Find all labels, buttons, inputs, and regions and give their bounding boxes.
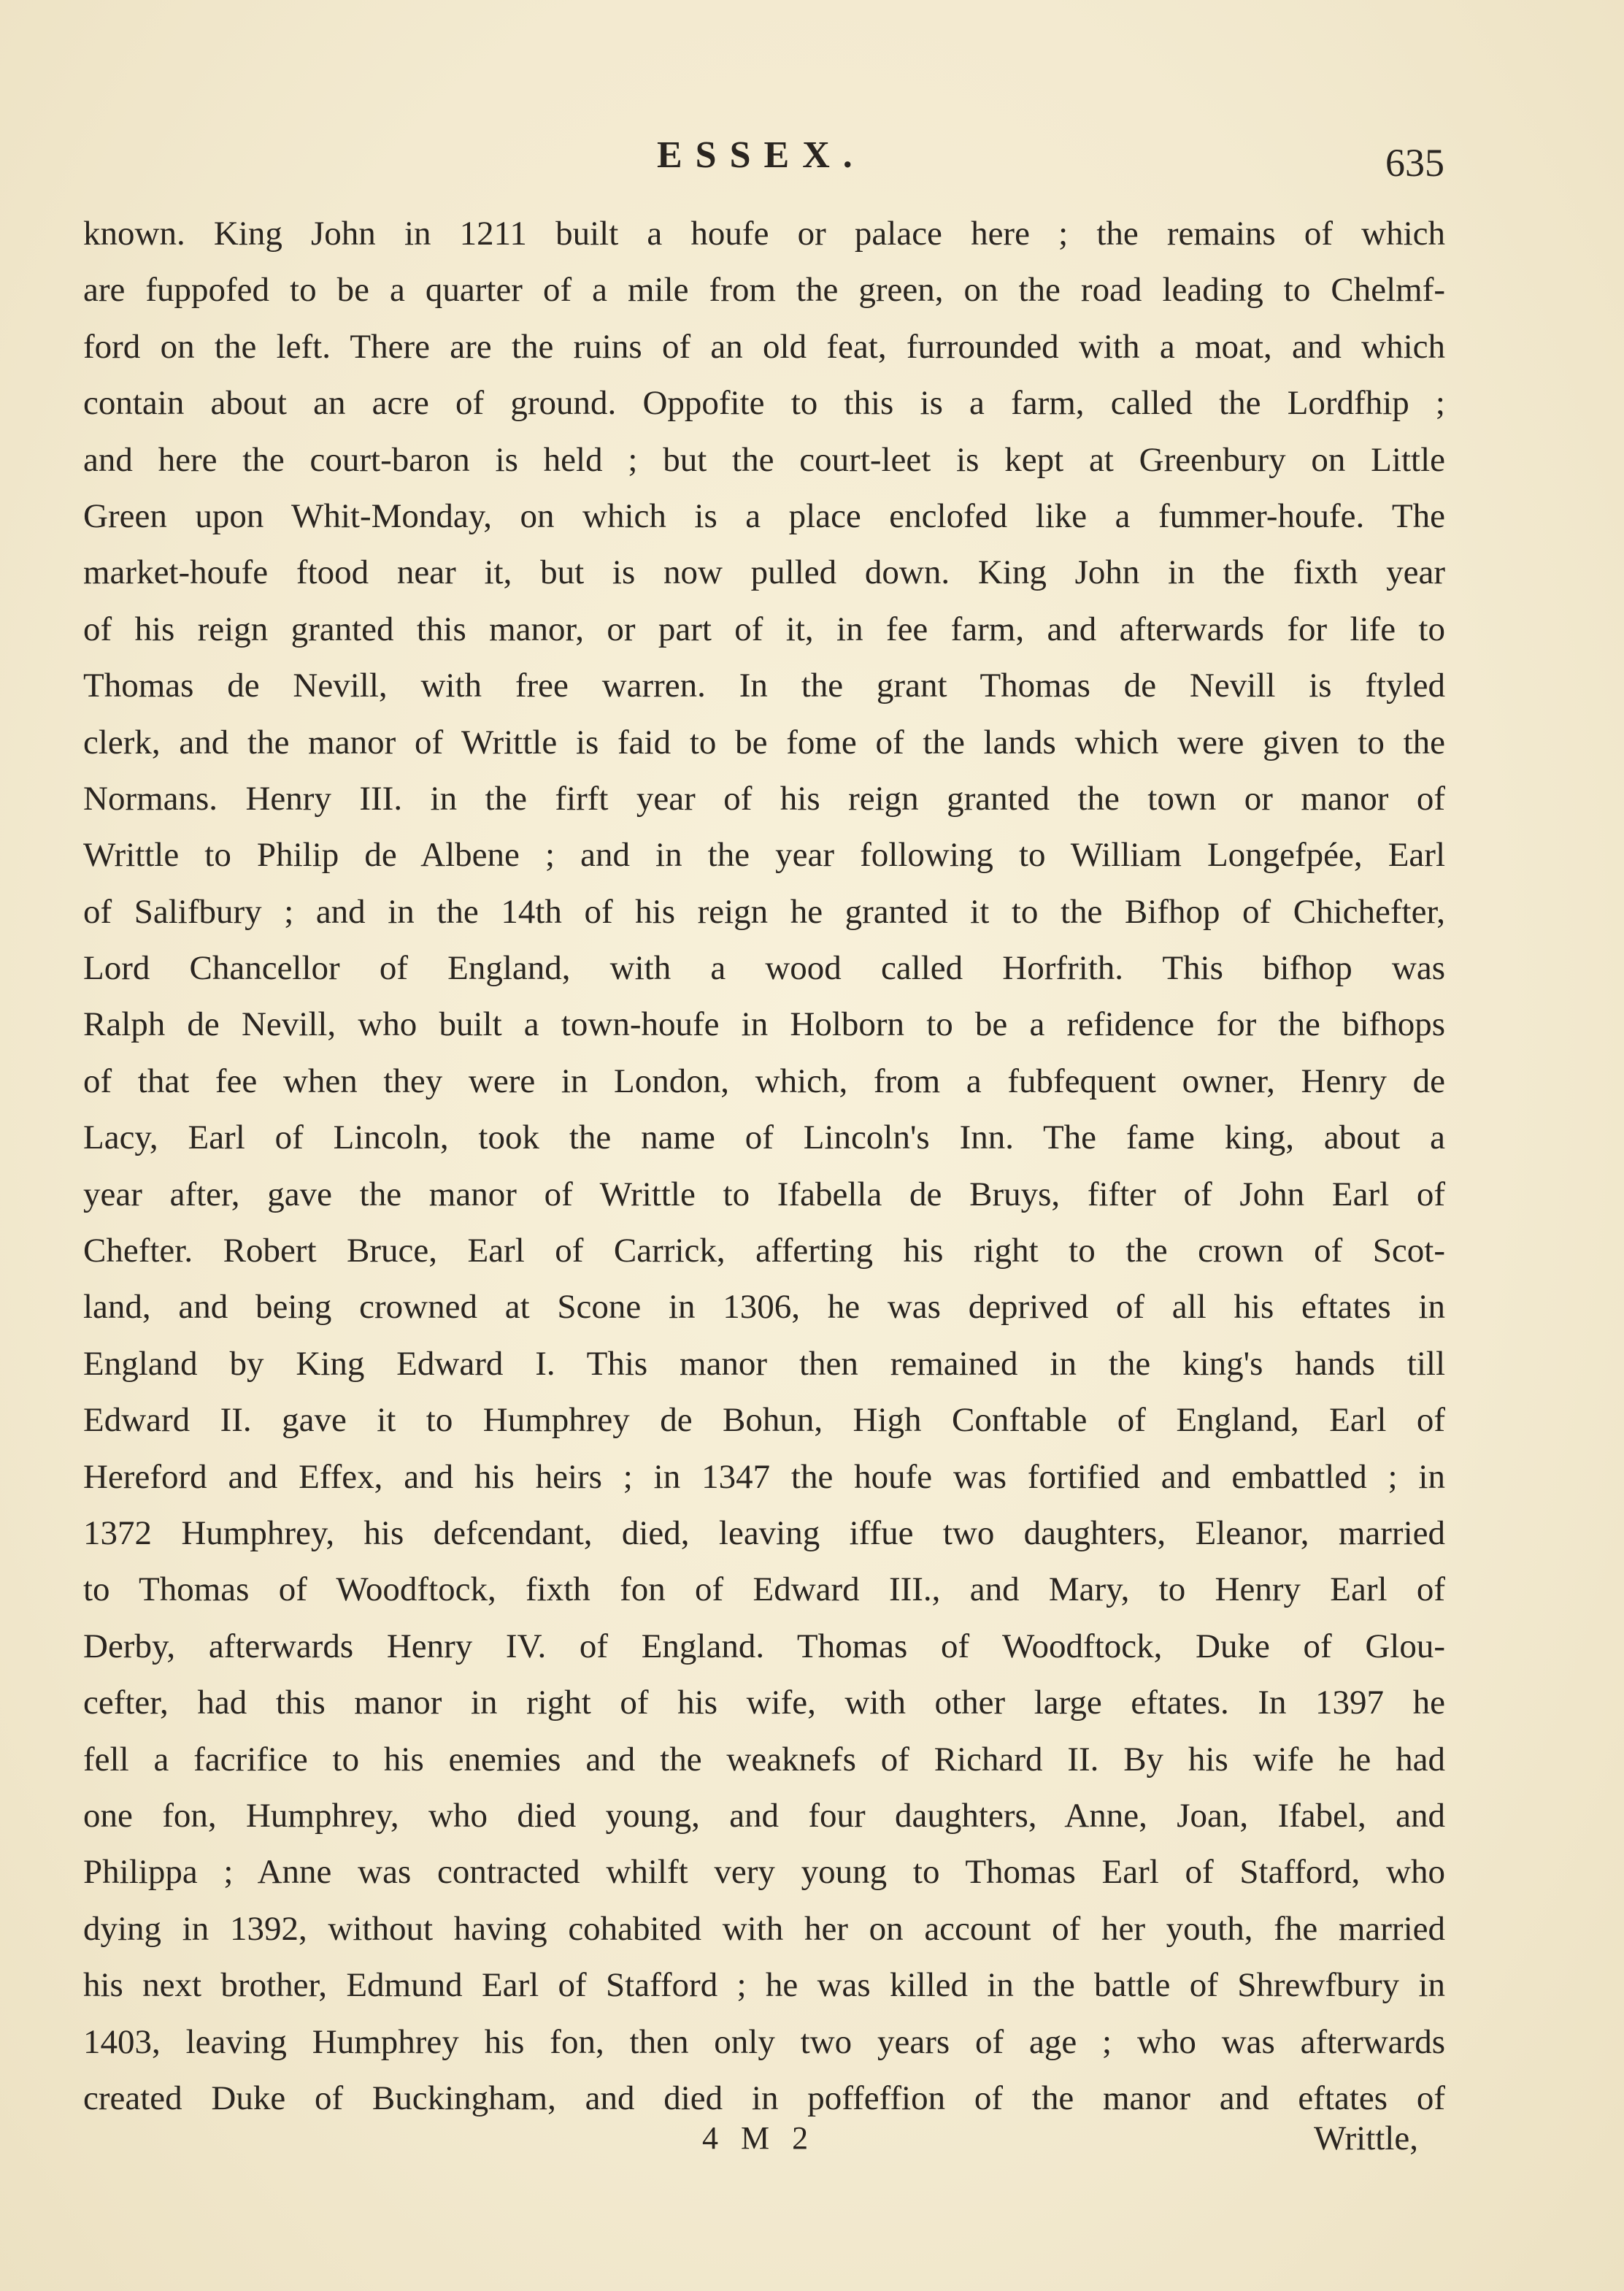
text-line: Derby, afterwards Henry IV. of England. Thomas of Woodftock, Duke of Glou- [83, 1627, 1445, 1665]
signature-mark: 4 M 2 [702, 2120, 816, 2156]
text-line: of Salifbury ; and in the 14th of his reign he granted it to the Bifhop of Chichefter, [83, 892, 1445, 931]
text-line: Writtle to Philip de Albene ; and in the year following to William Longefpée, Earl [83, 836, 1445, 875]
text-line: England by King Edward I. This manor then remained in the king's hands till [83, 1344, 1445, 1383]
text-line: market-houfe ftood near it, but is now pulled down. King John in the fixth year [83, 553, 1445, 592]
text-line: Chefter. Robert Bruce, Earl of Carrick, afferting his right to the crown of Scot- [83, 1232, 1445, 1270]
text-line: to Thomas of Woodftock, fixth fon of Edward III., and Mary, to Henry Earl of [83, 1570, 1445, 1609]
text-line: 1403, leaving Humphrey his fon, then only two years of age ; who was afterwards [83, 2022, 1445, 2061]
running-head [0, 130, 1624, 185]
text-line: created Duke of Buckingham, and died in poffeffion of the manor and eftates of [83, 2079, 1445, 2117]
text-line: Philippa ; Anne was contracted whilft very young to Thomas Earl of Stafford, who [83, 1853, 1445, 1892]
text-line: of that fee when they were in London, which, from a fubfequent owner, Henry de [83, 1062, 1445, 1100]
text-line: and here the court-baron is held ; but the court-leet is kept at Greenbury on Little [83, 440, 1445, 479]
text-line: year after, gave the manor of Writtle to Ifabella de Bruys, fifter of John Earl of [83, 1175, 1445, 1213]
page-number: 635 [1385, 141, 1444, 185]
text-line: clerk, and the manor of Writtle is faid to be fome of the lands which were given to the [83, 723, 1445, 761]
text-line: his next brother, Edmund Earl of Stafford ; he was killed in the battle of Shrewfbury in [83, 1966, 1445, 2005]
text-line: ford on the left. There are the ruins of an old feat, furrounded with a moat, and which [83, 327, 1445, 366]
text-line: Lord Chancellor of England, with a wood called Horfrith. This bifhop was [83, 949, 1445, 988]
body-text [83, 206, 1445, 2127]
text-line: Hereford and Effex, and his heirs ; in 1347 the houfe was fortified and embattled ; in [83, 1457, 1445, 1496]
text-line: Lacy, Earl of Lincoln, took the name of Lincoln's Inn. The fame king, about a [83, 1118, 1445, 1157]
text-line: cefter, had this manor in right of his wife, with other large eftates. In 1397 he [83, 1684, 1445, 1722]
catchword: Writtle, [1314, 2119, 1418, 2157]
text-line: fell a facrifice to his enemies and the weaknefs of Richard II. By his wife he had [83, 1740, 1445, 1778]
text-line: contain about an acre of ground. Oppofite to this is a farm, called the Lordfhip ; [83, 384, 1445, 423]
running-head-title: ESSEX. [657, 134, 866, 176]
text-line: land, and being crowned at Scone in 1306, he was deprived of all his eftates in [83, 1288, 1445, 1327]
text-line: 1372 Humphrey, his defcendant, died, leaving iffue two daughters, Eleanor, married [83, 1513, 1445, 1552]
text-line: Normans. Henry III. in the firft year of his reign granted the town or manor of [83, 779, 1445, 818]
text-line: Edward II. gave it to Humphrey de Bohun, High Conftable of England, Earl of [83, 1401, 1445, 1440]
text-line: Ralph de Nevill, who built a town-houfe in Holborn to be a refidence for the bifhops [83, 1005, 1445, 1044]
text-line: Green upon Whit-Monday, on which is a place enclofed like a fummer-houfe. The [83, 496, 1445, 535]
text-line: of his reign granted this manor, or part of it, in fee farm, and afterwards for life to [83, 610, 1445, 648]
text-line: are fuppofed to be a quarter of a mile from the green, on the road leading to Chelmf- [83, 271, 1445, 310]
page-footer [0, 2113, 1624, 2164]
text-line: known. King John in 1211 built a houfe or palace here ; the remains of which [83, 215, 1445, 253]
text-line: Thomas de Nevill, with free warren. In the grant Thomas de Nevill is ftyled [83, 667, 1445, 705]
text-line: dying in 1392, without having cohabited with her on account of her youth, fhe married [83, 1909, 1445, 1948]
text-line: one fon, Humphrey, who died young, and four daughters, Anne, Joan, Ifabel, and [83, 1796, 1445, 1835]
